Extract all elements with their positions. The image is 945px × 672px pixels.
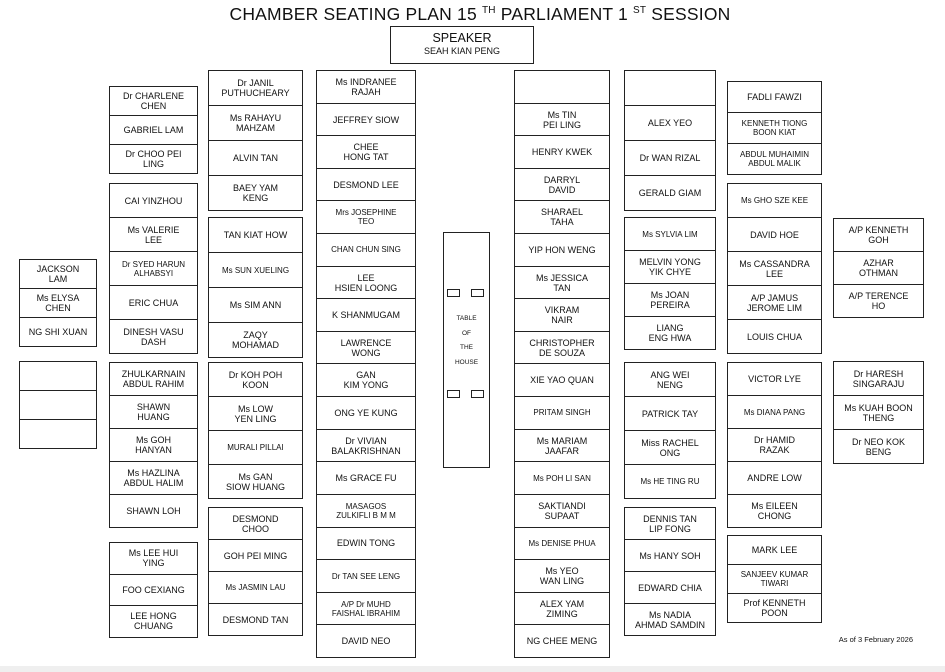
seat: LAWRENCE WONG <box>316 331 416 365</box>
seat-group-L2a <box>208 70 303 211</box>
seat-empty <box>19 390 97 420</box>
seat: Ms GHO SZE KEE <box>727 183 822 218</box>
seat-group-L1c <box>109 362 198 528</box>
seat: ALEX YAM ZIMING <box>514 592 610 626</box>
table-box <box>447 289 460 297</box>
seat: Ms CASSANDRA LEE <box>727 251 822 286</box>
seat: DESMOND LEE <box>316 168 416 202</box>
seat: TAN KIAT HOW <box>208 217 303 253</box>
seat: Ms ELYSA CHEN <box>19 288 97 318</box>
seat: Ms TIN PEI LING <box>514 103 610 137</box>
seat: GERALD GIAM <box>624 175 716 211</box>
seat-group-L2d <box>208 507 303 636</box>
seat: Ms JOAN PEREIRA <box>624 283 716 317</box>
seat: Ms MARIAM JAAFAR <box>514 429 610 463</box>
seat: LEE HONG CHUANG <box>109 605 198 638</box>
seat: XIE YAO QUAN <box>514 363 610 397</box>
seat: DESMOND TAN <box>208 603 303 636</box>
seat: CHAN CHUN SING <box>316 233 416 267</box>
seat: Ms LEE HUI YING <box>109 542 198 575</box>
seat: ALEX YEO <box>624 105 716 141</box>
seat-group-R3 <box>514 70 610 658</box>
seat: Dr HAMID RAZAK <box>727 428 822 462</box>
seat-group-L2b <box>208 217 303 358</box>
seat: Ms YEO WAN LING <box>514 559 610 593</box>
seat: Ms EILEEN CHONG <box>727 494 822 528</box>
seat: A/P KENNETH GOH <box>833 218 924 252</box>
seat: Ms GRACE FU <box>316 461 416 495</box>
seat: MASAGOS ZULKIFLI B M M <box>316 494 416 528</box>
seat: Dr WAN RIZAL <box>624 140 716 176</box>
seat: GOH PEI MING <box>208 539 303 572</box>
table-box <box>471 390 484 398</box>
seat: A/P JAMUS JEROME LIM <box>727 285 822 320</box>
seat: Ms DENISE PHUA <box>514 527 610 561</box>
seat: PRITAM SINGH <box>514 396 610 430</box>
seat: SAKTIANDI SUPAAT <box>514 494 610 528</box>
page-title: CHAMBER SEATING PLAN 15 $^{TH}$ PARLIAMENT 1 $^{ST}$ SESSION <box>229 4 731 24</box>
seat: SHAWN HUANG <box>109 395 198 429</box>
seat: Dr CHARLENE CHEN <box>109 86 198 116</box>
seat-group-R1d <box>727 535 822 623</box>
seat-group-L2c <box>208 362 303 499</box>
seat: EDWIN TONG <box>316 527 416 561</box>
seat: KENNETH TIONG BOON KIAT <box>727 112 822 144</box>
seat: BAEY YAM KENG <box>208 175 303 211</box>
seat: JACKSON LAM <box>19 259 97 289</box>
seat: DENNIS TAN LIP FONG <box>624 507 716 540</box>
seat: K SHANMUGAM <box>316 298 416 332</box>
seat: CAI YINZHOU <box>109 183 198 218</box>
seat: AZHAR OTHMAN <box>833 251 924 285</box>
seat: Ms NADIA AHMAD SAMDIN <box>624 603 716 636</box>
seat-group-R2a <box>624 70 716 211</box>
seat: HENRY KWEK <box>514 135 610 169</box>
seat: PATRICK TAY <box>624 396 716 431</box>
seat: Dr HARESH SINGARAJU <box>833 361 924 396</box>
seat: DINESH VASU DASH <box>109 319 198 354</box>
seat: SHARAEL TAHA <box>514 200 610 234</box>
seat-group-L0a <box>19 259 97 347</box>
seat: DAVID HOE <box>727 217 822 252</box>
seat: Ms VALERIE LEE <box>109 217 198 252</box>
speaker-seat <box>390 26 534 64</box>
seat: Ms HANY SOH <box>624 539 716 572</box>
seat-group-R1a <box>727 81 822 175</box>
seat: Ms DIANA PANG <box>727 395 822 429</box>
seat: Ms POH LI SAN <box>514 461 610 495</box>
seat: DESMOND CHOO <box>208 507 303 540</box>
seat: Ms SUN XUELING <box>208 252 303 288</box>
seat: Miss RACHEL ONG <box>624 430 716 465</box>
seat: Ms GAN SIOW HUANG <box>208 464 303 499</box>
seat: NG CHEE MENG <box>514 624 610 658</box>
seat: VIKRAM NAIR <box>514 298 610 332</box>
table-of-the-house <box>443 232 490 468</box>
seat: Ms SIM ANN <box>208 287 303 323</box>
table-label: OF <box>461 330 472 337</box>
seat: Ms HAZLINA ABDUL HALIM <box>109 461 198 495</box>
seat: ERIC CHUA <box>109 285 198 320</box>
seat: SHAWN LOH <box>109 494 198 528</box>
seat: Prof KENNETH POON <box>727 593 822 623</box>
seat: Dr TAN SEE LENG <box>316 559 416 593</box>
seat-group-R1b <box>727 183 822 354</box>
seat: Ms GOH HANYAN <box>109 428 198 462</box>
seat-group-L3 <box>316 70 416 658</box>
seat: Dr VIVIAN BALAKRISHNAN <box>316 429 416 463</box>
seat-group-R0a <box>833 218 924 318</box>
seat: Dr CHOO PEI LING <box>109 144 198 174</box>
seat-empty <box>19 361 97 391</box>
seat: Ms KUAH BOON THENG <box>833 395 924 430</box>
seat: Ms JASMIN LAU <box>208 571 303 604</box>
seat-empty <box>624 70 716 106</box>
seat: Dr KOH POH KOON <box>208 362 303 397</box>
seat-group-R2d <box>624 507 716 636</box>
seat: Ms HE TING RU <box>624 464 716 499</box>
seat-group-L1a <box>109 86 198 174</box>
seat: ANG WEI NENG <box>624 362 716 397</box>
seat: SANJEEV KUMAR TIWARI <box>727 564 822 594</box>
seat: ALVIN TAN <box>208 140 303 176</box>
seat-group-R2b <box>624 217 716 350</box>
seat: CHRISTOPHER DE SOUZA <box>514 331 610 365</box>
speaker-label: SPEAKER <box>432 31 492 45</box>
table-box <box>447 390 460 398</box>
seat: FADLI FAWZI <box>727 81 822 113</box>
seat: NG SHI XUAN <box>19 317 97 347</box>
seat: MELVIN YONG YIK CHYE <box>624 250 716 284</box>
seat-group-R0b <box>833 361 924 464</box>
seat: ANDRE LOW <box>727 461 822 495</box>
seat: A/P Dr MUHD FAISHAL IBRAHIM <box>316 592 416 626</box>
seat: ABDUL MUHAIMIN ABDUL MALIK <box>727 143 822 175</box>
table-box <box>471 289 484 297</box>
seat: LEE HSIEN LOONG <box>316 266 416 300</box>
seat: MARK LEE <box>727 535 822 565</box>
seat: Ms JESSICA TAN <box>514 266 610 300</box>
seat-group-L1b <box>109 183 198 354</box>
seat: GAN KIM YONG <box>316 363 416 397</box>
seat: Ms INDRANEE RAJAH <box>316 70 416 104</box>
table-label: HOUSE <box>454 359 479 366</box>
seat: YIP HON WENG <box>514 233 610 267</box>
seat: DAVID NEO <box>316 624 416 658</box>
seat: GABRIEL LAM <box>109 115 198 145</box>
seat: Ms SYLVIA LIM <box>624 217 716 251</box>
seat: MURALI PILLAI <box>208 430 303 465</box>
seat-group-L1d <box>109 542 198 638</box>
seat: DARRYL DAVID <box>514 168 610 202</box>
seat-group-R2c <box>624 362 716 499</box>
seat: ZHULKARNAIN ABDUL RAHIM <box>109 362 198 396</box>
seat: Ms LOW YEN LING <box>208 396 303 431</box>
seat: A/P TERENCE HO <box>833 284 924 318</box>
seat-empty <box>514 70 610 104</box>
seat: FOO CEXIANG <box>109 574 198 607</box>
table-label: TABLE <box>456 315 477 322</box>
bottom-strip <box>0 666 945 672</box>
seat: Dr SYED HARUN ALHABSYI <box>109 251 198 286</box>
table-label: THE <box>460 344 473 351</box>
seat: JEFFREY SIOW <box>316 103 416 137</box>
seat-group-R1c <box>727 362 822 528</box>
seat: VICTOR LYE <box>727 362 822 396</box>
seat: CHEE HONG TAT <box>316 135 416 169</box>
seat-empty <box>19 419 97 449</box>
seat: ZAQY MOHAMAD <box>208 322 303 358</box>
seat: ONG YE KUNG <box>316 396 416 430</box>
as-of-date: As of 3 February 2026 <box>838 635 913 644</box>
seat-group-L0b <box>19 361 97 449</box>
seat: EDWARD CHIA <box>624 571 716 604</box>
seat: LOUIS CHUA <box>727 319 822 354</box>
seat: Dr NEO KOK BENG <box>833 429 924 464</box>
seat: Ms RAHAYU MAHZAM <box>208 105 303 141</box>
seat: Mrs JOSEPHINE TEO <box>316 200 416 234</box>
speaker-name: SEAH KIAN PENG <box>423 46 501 56</box>
seat: LIANG ENG HWA <box>624 316 716 350</box>
seat: Dr JANIL PUTHUCHEARY <box>208 70 303 106</box>
